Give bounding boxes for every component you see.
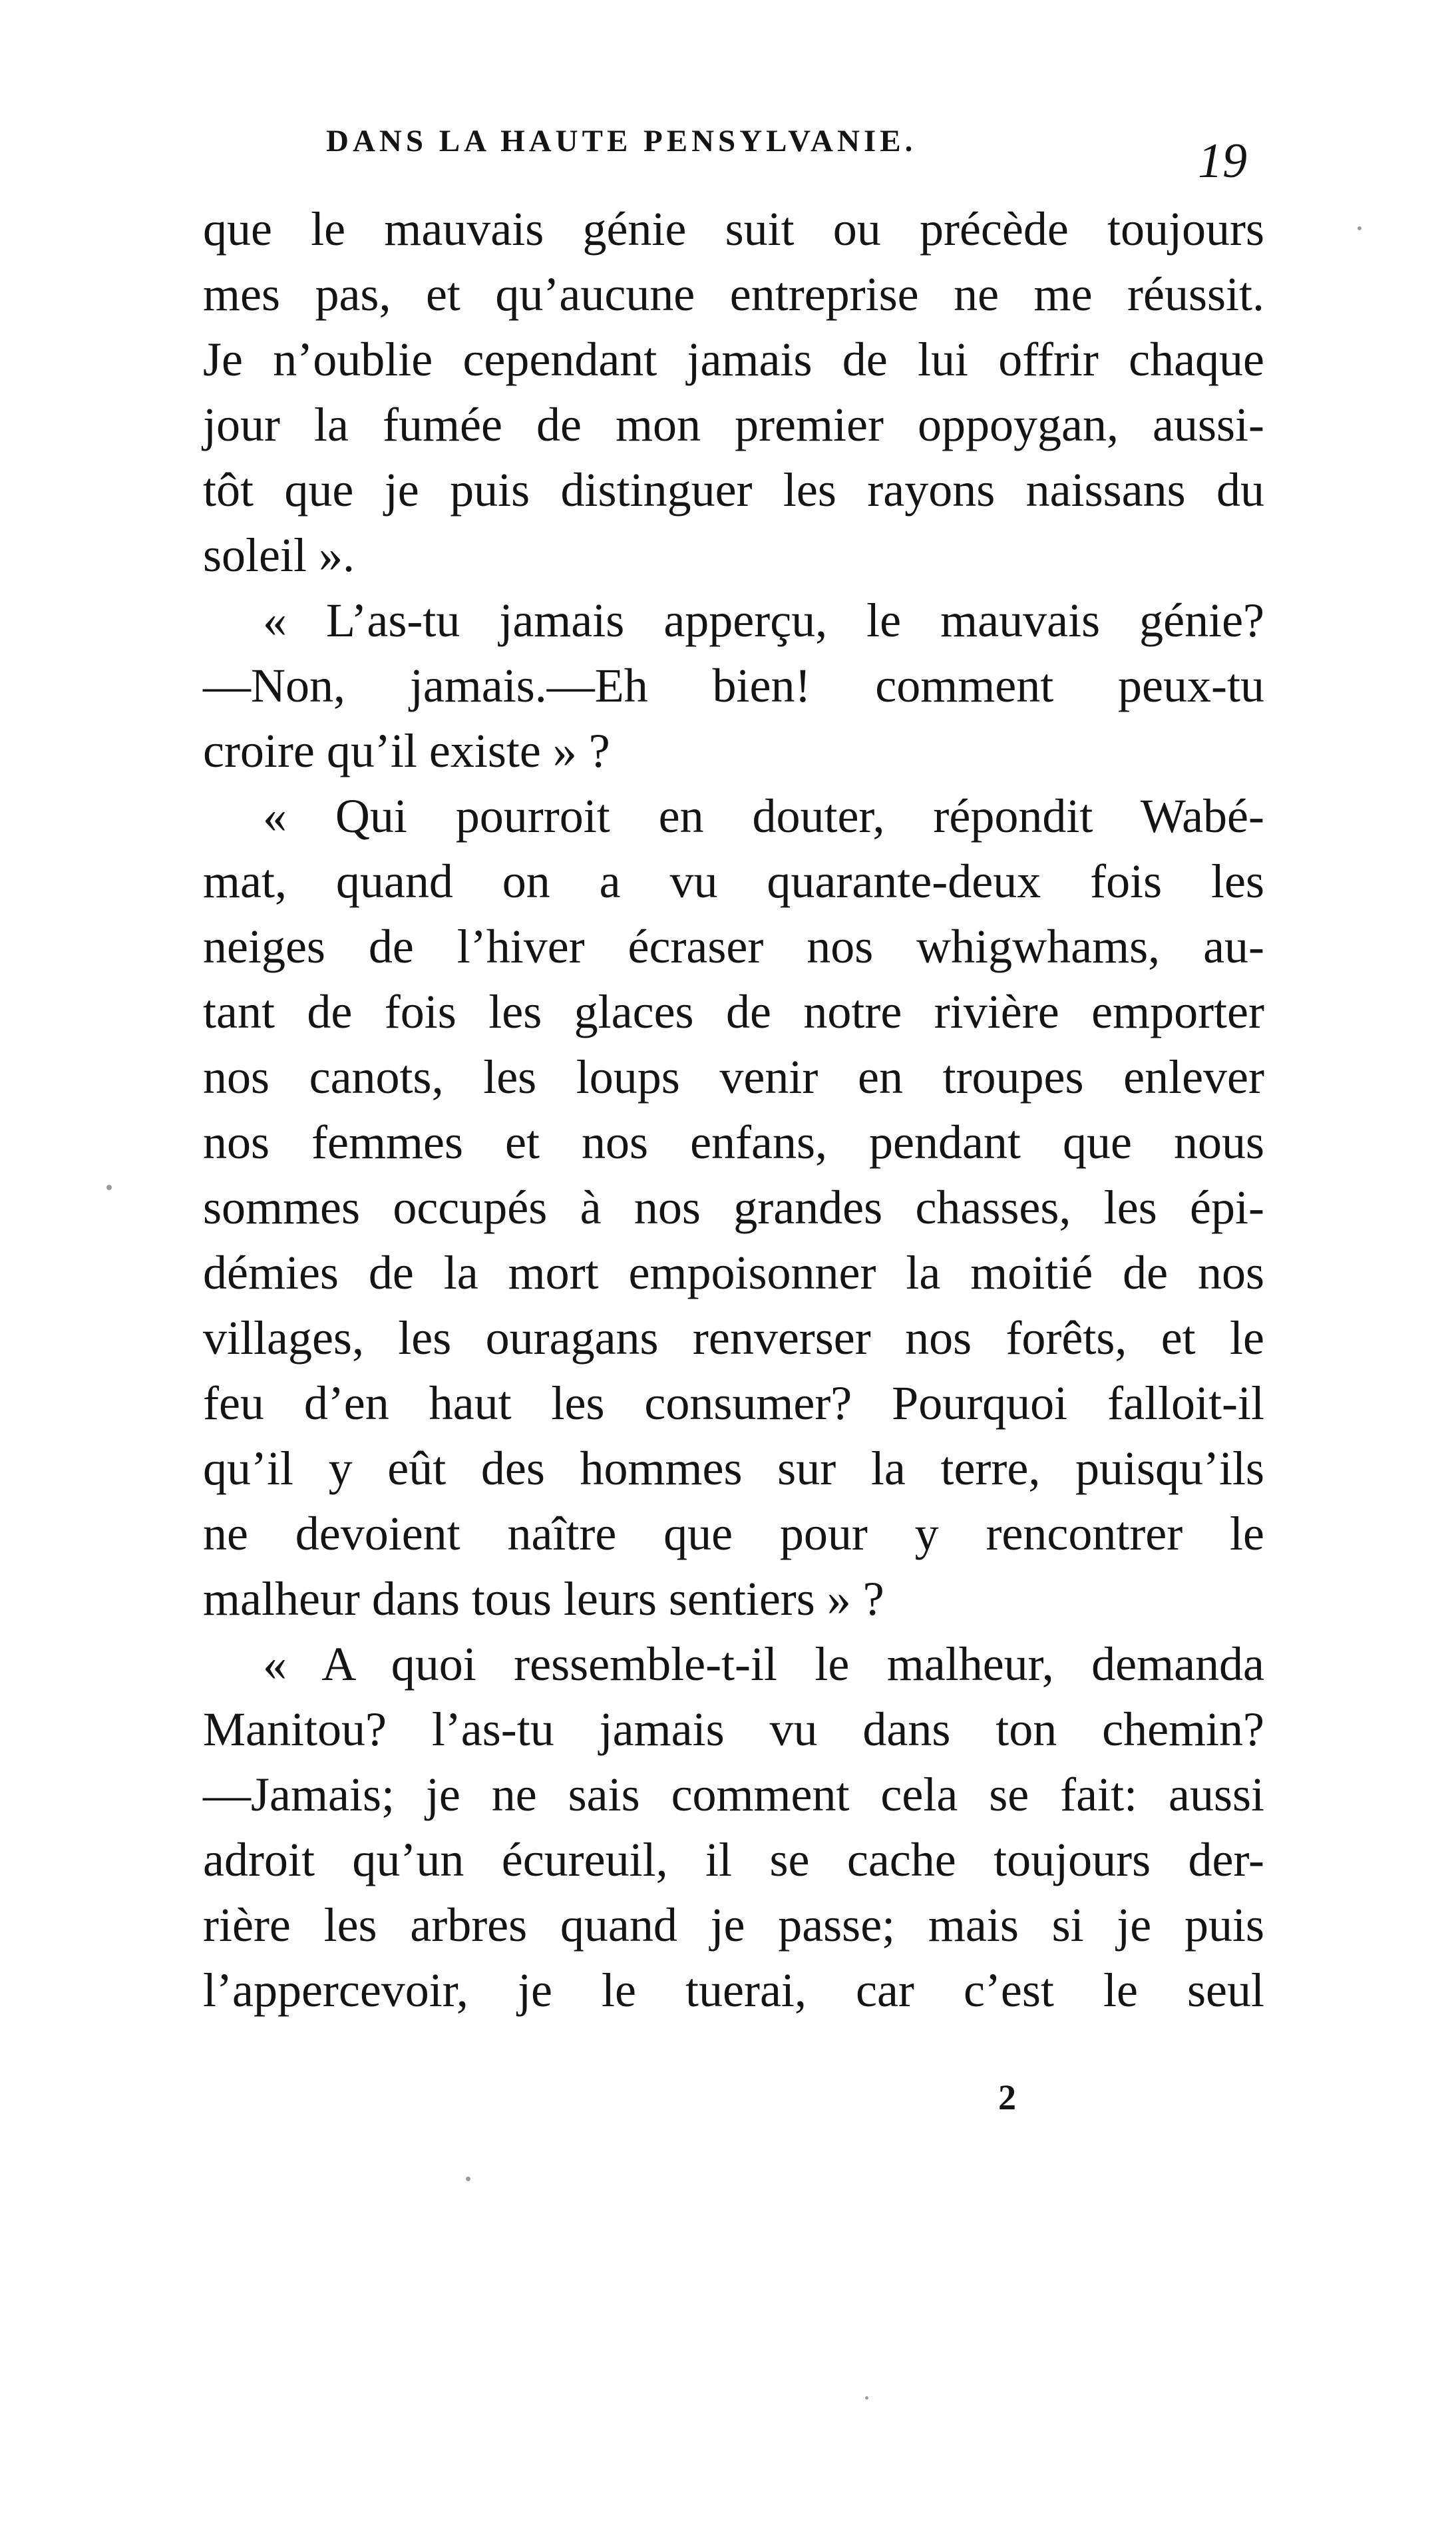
- text-line: nos canots, les loups venir en troupes enlever: [203, 1050, 1264, 1104]
- text-line: croire qu’il existe » ?: [203, 724, 610, 777]
- text-line: malheur dans tous leurs sentiers » ?: [203, 1572, 884, 1625]
- paper-speck: [1358, 226, 1362, 230]
- text-line: tant de fois les glaces de notre rivière emporter: [203, 985, 1264, 1038]
- text-line: « A quoi ressemble-t-il le malheur, demanda: [263, 1637, 1264, 1691]
- text-line: mat, quand on a vu quarante-deux fois les: [203, 855, 1264, 908]
- signature-mark: 2: [998, 2077, 1016, 2117]
- text-line: —Non, jamais.—Eh bien! comment peux-tu: [203, 659, 1264, 712]
- text-line: l’appercevoir, je le tuerai, car c’est le seul: [203, 1964, 1264, 2017]
- text-line: soleil ».: [203, 528, 355, 582]
- paper-speck: [106, 1185, 112, 1190]
- text-line: neiges de l’hiver écraser nos whigwhams, au-: [203, 920, 1264, 973]
- text-line: rière les arbres quand je passe; mais si je puis: [203, 1898, 1264, 1952]
- page-number: 19: [1198, 134, 1247, 188]
- text-line: nos femmes et nos enfans, pendant que nous: [203, 1116, 1264, 1169]
- text-line: adroit qu’un écureuil, il se cache toujours der-: [203, 1833, 1264, 1886]
- text-line: villages, les ouragans renverser nos forêts, et le: [203, 1311, 1264, 1365]
- text-line: qu’il y eût des hommes sur la terre, puisqu’ils: [203, 1442, 1264, 1495]
- running-head: DANS LA HAUTE PENSYLVANIE.: [326, 124, 917, 158]
- text-line: feu d’en haut les consumer? Pourquoi falloit-il: [203, 1376, 1264, 1430]
- body-text: [203, 196, 1264, 2023]
- text-line: jour la fumée de mon premier oppoygan, aussi-: [203, 398, 1264, 451]
- text-line: mes pas, et qu’aucune entreprise ne me réussit.: [203, 268, 1264, 321]
- text-line: démies de la mort empoisonner la moitié de nos: [203, 1246, 1264, 1299]
- text-line: que le mauvais génie suit ou précède toujours: [203, 202, 1264, 256]
- paper-speck: [466, 2177, 470, 2181]
- text-line: « L’as-tu jamais apperçu, le mauvais génie?: [263, 594, 1264, 647]
- text-line: sommes occupés à nos grandes chasses, les épi-: [203, 1181, 1264, 1234]
- text-line: Manitou? l’as-tu jamais vu dans ton chemin?: [203, 1703, 1264, 1756]
- text-line: ne devoient naître que pour y rencontrer le: [203, 1507, 1264, 1560]
- text-line: « Qui pourroit en douter, répondit Wabé-: [263, 789, 1264, 843]
- text-line: —Jamais; je ne sais comment cela se fait: aussi: [203, 1768, 1264, 1821]
- text-line: tôt que je puis distinguer les rayons naissans du: [203, 463, 1264, 517]
- text-line: Je n’oublie cependant jamais de lui offrir chaque: [203, 333, 1264, 386]
- paper-speck: [865, 2396, 868, 2400]
